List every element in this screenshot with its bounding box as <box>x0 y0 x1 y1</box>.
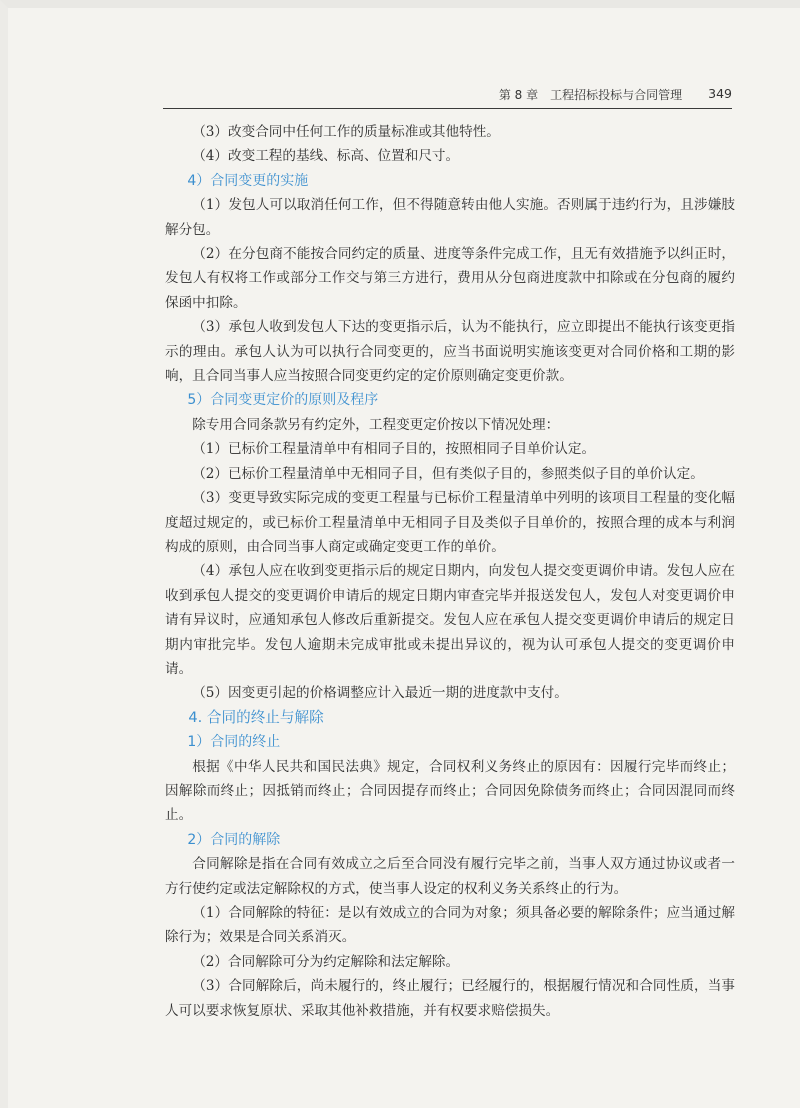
paragraph: （3）合同解除后，尚未履行的，终止履行；已经履行的，根据履行情况和合同性质，当事人可以要求恢复原状、采取其他补救措施，并有权要求赔偿损失。 <box>165 978 735 1019</box>
paragraph: （3）变更导致实际完成的变更工程量与已标价工程量清单中列明的该项目工程量的变化幅度超过规定的，或已标价工程量清单中无相同子目及类似子目单价的，按照合理的成本与利润构成的原则，由合同当事人商定或确定变更工作的单价。 <box>165 490 735 555</box>
paragraph: 除专用合同条款另有约定外，工程变更定价按以下情况处理： <box>192 416 560 433</box>
page-number: 349 <box>708 86 732 101</box>
paragraph: （1）发包人可以取消任何工作，但不得随意转由他人实施。否则属于违约行为，且涉嫌肢解分包。 <box>165 197 735 238</box>
paragraph: （2）在分包商不能按合同约定的质量、进度等条件完成工作，且无有效措施予以纠正时，发包人有权将工作或部分工作交与第三方进行，费用从分包商进度款中扣除或在分包商的履约保函中扣除。 <box>165 246 735 311</box>
paragraph: （4）承包人应在收到变更指示后的规定日期内，向发包人提交变更调价申请。发包人应在收到承包人提交的变更调价申请后的规定日期内审查完毕并报送发包人，发包人对变更调价申请有异议时，应通知承包人修改后重新提交。发包人应在承包人提交变更调价申请后的规定日期内审批完毕。发包人逾期未完成审批或未提出异议的，视为认可承包人提交的变更调价申请。 <box>165 563 735 677</box>
paragraph: 合同解除是指在合同有效成立之后至合同没有履行完毕之前，当事人双方通过协议或者一方行使约定或法定解除权的方式，使当事人设定的权利义务关系终止的行为。 <box>165 856 735 897</box>
section-heading: 4）合同变更的实施 <box>187 172 309 189</box>
paragraph: 根据《中华人民共和国民法典》规定，合同权利义务终止的原因有：因履行完毕而终止；因解除而终止；因抵销而终止；合同因提存而终止；合同因免除债务而终止；合同因混同而终止。 <box>165 758 735 824</box>
running-header <box>163 86 732 109</box>
paragraph: （3）承包人收到发包人下达的变更指示后，认为不能执行，应立即提出不能执行该变更指示的理由。承包人认为可以执行合同变更的，应当书面说明实施该变更对合同价格和工期的影响，且合同当事人应当按照合同变更约定的定价原则确定变更价款。 <box>165 319 735 385</box>
section-heading: 4. 合同的终止与解除 <box>188 708 324 726</box>
section-heading: 5）合同变更定价的原则及程序 <box>187 392 379 409</box>
paragraph: （1）合同解除的特征：是以有效成立的合同为对象；须具备必要的解除条件；应当通过解除行为；效果是合同关系消灭。 <box>165 905 735 946</box>
paragraph: （2）合同解除可分为约定解除和法定解除。 <box>192 953 460 970</box>
section-heading: 1）合同的终止 <box>187 734 281 751</box>
paragraph: （3）改变合同中任何工作的质量标准或其他特性。 <box>192 124 500 140</box>
paragraph: （5）因变更引起的价格调整应计入最近一期的进度款中支付。 <box>192 685 568 702</box>
paragraph: （4）改变工程的基线、标高、位置和尺寸。 <box>192 148 460 165</box>
chapter-title: 工程招标投标与合同管理 <box>550 88 683 102</box>
paragraph: （2）已标价工程量清单中无相同子目，但有类似子目的，参照类似子目的单价认定。 <box>192 465 704 482</box>
chapter-label: 第 8 章 <box>498 88 539 102</box>
paragraph: （1）已标价工程量清单中有相同子目的，按照相同子目单价认定。 <box>192 441 596 458</box>
page-body <box>165 120 735 1023</box>
section-heading: 2）合同的解除 <box>187 831 281 848</box>
